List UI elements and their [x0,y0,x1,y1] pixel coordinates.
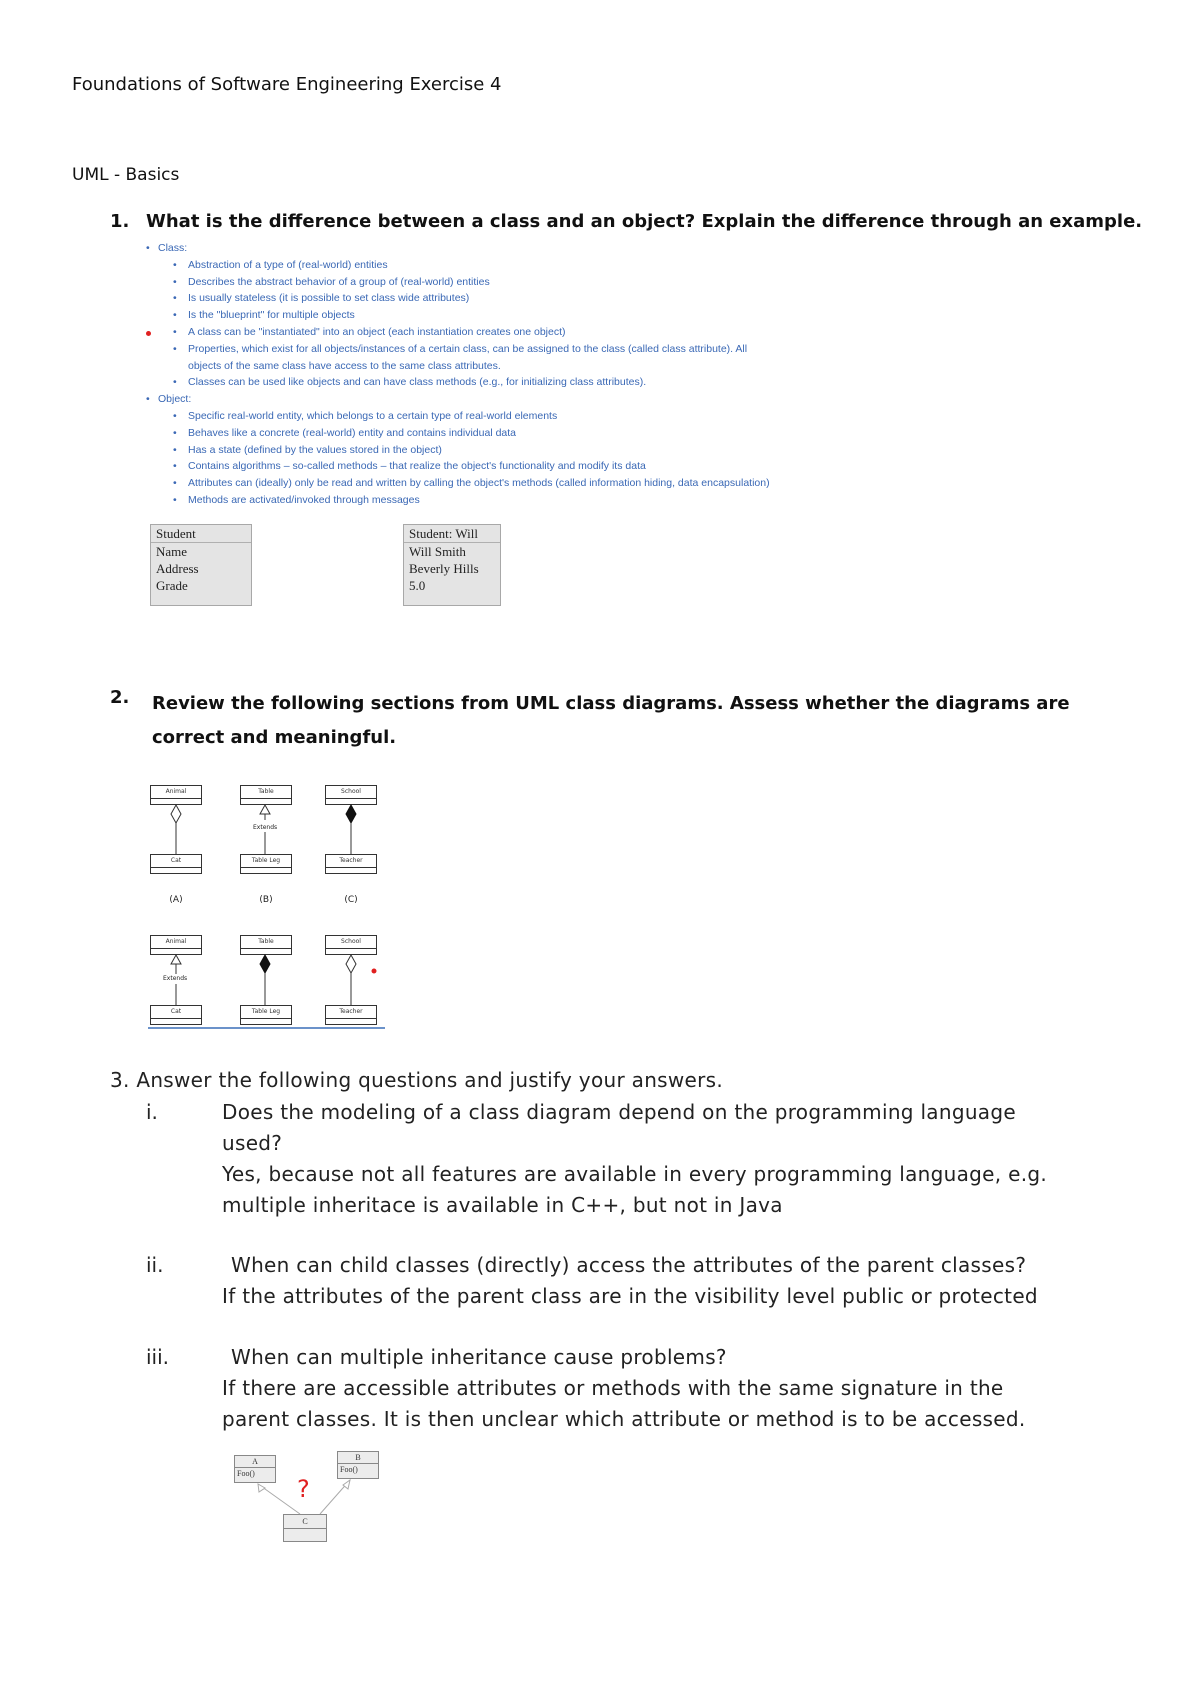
question-3-intro: 3. Answer the following questions and justify your answers. [110,1068,724,1092]
hollow-triangle-icon [171,955,181,964]
answer-line: If there are accessible attributes or methods with the same signature in the [222,1376,1004,1400]
class-item: • Describes the abstract behavior of a group of (real-world) entities [146,274,846,291]
diagram-label-a: (A) [169,895,183,905]
object-box-value: Will Smith [409,544,466,559]
answer-line: multiple inheritace is available in C++, but not in Java [222,1193,783,1217]
item-number: i. [146,1100,158,1124]
class-box-name: Student [151,525,251,543]
class-item-continuation: objects of the same class have access to the same class attributes. [188,359,501,372]
class-item: • Classes can be used like objects and can have class methods (e.g., for initializing class attributes). [146,374,846,391]
answer-line: parent classes. It is then unclear which attribute or method is to be accessed. [222,1407,1026,1431]
object-item: • Has a state (defined by the values stored in the object) [146,442,846,459]
uml-box-cat: Cat [150,854,202,874]
diagram-label-c: (C) [344,895,358,905]
answer-line: Yes, because not all features are available in every programming language, e.g. [222,1162,1047,1186]
uml-box-school: School [325,935,377,955]
object-item: • Behaves like a concrete (real-world) entity and contains individual data [146,425,846,442]
uml-box-table-leg: Table Leg [240,1005,292,1025]
question-item-1 [222,1097,1047,1221]
class-item: • Properties, which exist for all objects/instances of a certain class, can be assigned to the class (called class attribute). All [146,341,846,358]
uml-box-table: Table [240,935,292,955]
class-box-attr: Name [156,544,188,559]
hollow-triangle-icon [343,1480,350,1489]
object-item: • Specific real-world entity, which belongs to a certain type of real-world elements [146,408,846,425]
inheritance-arrows [230,1478,390,1518]
class-box-attr: Address [156,561,199,576]
diagram-label-b: (B) [259,895,273,905]
uml-box-animal: Animal [150,935,202,955]
hollow-diamond-icon [346,955,356,973]
question-line: When can child classes (directly) access the attributes of the parent classes? [231,1253,1027,1277]
object-item: • Contains algorithms – so-called methods – that realize the object's functionality and modify its data [146,458,846,475]
object-heading: • Object: [146,391,846,408]
class-object-notes [146,240,846,509]
hollow-triangle-icon [260,805,270,814]
item-number: iii. [146,1345,170,1369]
uml-box-animal: Animal [150,785,202,805]
class-item: • Is the "blueprint" for multiple objects [146,307,846,324]
question-line: used? [222,1131,283,1155]
class-item: • Abstraction of a type of (real-world) entities [146,257,846,274]
uml-box-cat: Cat [150,1005,202,1025]
filled-diamond-icon [346,805,356,823]
class-a-method: Foo() [235,1467,275,1479]
question-item-2 [222,1250,1038,1312]
class-c-name: C [302,1517,308,1526]
extends-label: Extends [253,824,278,831]
class-item: • Is usually stateless (it is possible to set class wide attributes) [146,290,846,307]
uml-box-teacher: Teacher [325,1005,377,1025]
class-box-b [337,1451,379,1479]
uml-box-table-leg: Table Leg [240,854,292,874]
object-box-value: Beverly Hills [409,561,479,576]
object-box-name: Student: Will [404,525,500,543]
hollow-triangle-icon [258,1484,265,1492]
class-example-box [150,524,252,606]
question-line: Does the modeling of a class diagram depend on the programming language [222,1100,1016,1124]
class-c-body [284,1528,326,1529]
question-2-number: 2. [110,687,130,708]
object-item: • Attributes can (ideally) only be read and written by calling the object's methods (called information hiding, data encapsulation) [146,475,846,492]
question-2-text: Review the following sections from UML class diagrams. Assess whether the diagrams are correct and meaningful. [152,693,1070,748]
object-item: • Methods are activated/invoked through messages [146,492,846,509]
class-a-name: A [252,1457,258,1466]
uml-box-teacher: Teacher [325,854,377,874]
object-box-value: 5.0 [409,578,426,593]
class-box-attr: Grade [156,578,188,593]
question-1-text: What is the difference between a class and an object? Explain the difference through an example. [146,211,1143,232]
item-number: ii. [146,1253,164,1277]
class-box-c [283,1514,327,1542]
red-dot-marker [372,969,377,974]
section-title: UML - Basics [72,165,180,185]
uml-box-school: School [325,785,377,805]
class-heading: • Class: [146,240,846,257]
question-1-number: 1. [110,211,130,232]
question-item-3 [222,1342,1026,1435]
hollow-diamond-icon [171,805,181,823]
answer-line: If the attributes of the parent class are in the visibility level public or protected [222,1284,1038,1308]
class-b-method: Foo() [338,1463,378,1475]
question-mark: ? [297,1475,310,1503]
extends-label: Extends [163,975,188,982]
filled-diamond-icon [260,955,270,973]
class-b-name: B [355,1453,361,1462]
uml-box-table: Table [240,785,292,805]
class-item: • A class can be "instantiated" into an object (each instantiation creates one object) [146,324,846,341]
object-example-box [403,524,501,606]
document-title: Foundations of Software Engineering Exercise 4 [72,74,502,95]
question-line: When can multiple inheritance cause problems? [231,1345,727,1369]
